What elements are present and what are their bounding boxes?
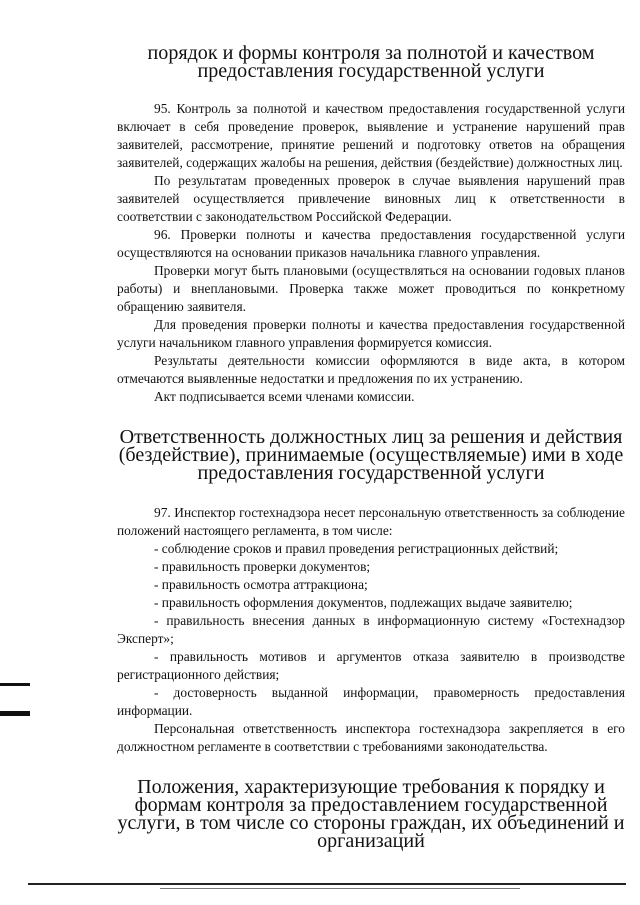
paragraph: 95. Контроль за полнотой и качеством предоставления государственной услуги включает в себя проведение проверок, выявление и устранение нарушений прав заявителей, рассмотрение, принятие решений и подготовку ответов на обращения заявителей, содержащих жалобы на решения, действия (бездействие) должностных лиц. [117,101,625,170]
scan-mark-upper [0,683,30,686]
list-item: - правильность оформления документов, подлежащих выдаче заявителю; [154,595,573,610]
list-item: - правильность мотивов и аргументов отказа заявителю в производстве регистрационного действия; [117,649,625,682]
paragraph: По результатам проведенных проверок в случае выявления нарушений прав заявителей осуществляется привлечение виновных лиц к ответственности в соответствии с законодательством Российской Федерации. [117,173,625,224]
paragraph: Персональная ответственность инспектора гостехнадзора закрепляется в его должностном регламенте в соответствии с требованиями законодательства. [117,721,625,754]
paragraph: Акт подписывается всеми членами комиссии. [154,389,415,404]
paragraph: 96. Проверки полноты и качества предоставления государственной услуги осуществляются на основании приказов начальника главного управления. [117,227,625,260]
scan-line-bottom [28,883,626,885]
scan-mark-lower [0,711,30,716]
scan-line-bottom-faint [160,888,520,889]
paragraph: Результаты деятельности комиссии оформляются в виде акта, в котором отмечаются выявленные недостатки и предложения по их устранению. [117,353,625,386]
section-heading-control: порядок и формы контроля за полнотой и качеством предоставления государственной услуги [147,42,595,82]
paragraph: Проверки могут быть плановыми (осуществляться на основании годовых планов работы) и внеплановыми. Проверка также может проводиться по конкретному обращению заявителя. [117,263,625,314]
list-item: - правильность проверки документов; [154,559,371,574]
list-item: - соблюдение сроков и правил проведения регистрационных действий; [154,541,559,556]
list-item: - правильность осмотра аттракциона; [154,577,368,592]
paragraph: Для проведения проверки полноты и качества предоставления государственной услуги начальником главного управления формируется комиссия. [117,317,625,350]
list-item: - правильность внесения данных в информационную систему «Гостехнадзор Эксперт»; [117,613,625,646]
paragraph: 97. Инспектор гостехнадзора несет персональную ответственность за соблюдение положений настоящего регламента, в том числе: [117,505,625,538]
section-heading-responsibility: Ответственность должностных лиц за решения и действия (бездействие), принимаемые (осуществляемые) ими в ходе предоставления государственной услуги [118,426,624,484]
document-body [117,44,625,850]
list-item: - достоверность выданной информации, правомерность предоставления информации. [117,685,625,718]
section-heading-requirements: Положения, характеризующие требования к порядку и формам контроля за предоставлением государственной услуги, в том числе со стороны граждан, их объединений и организаций [117,776,625,852]
